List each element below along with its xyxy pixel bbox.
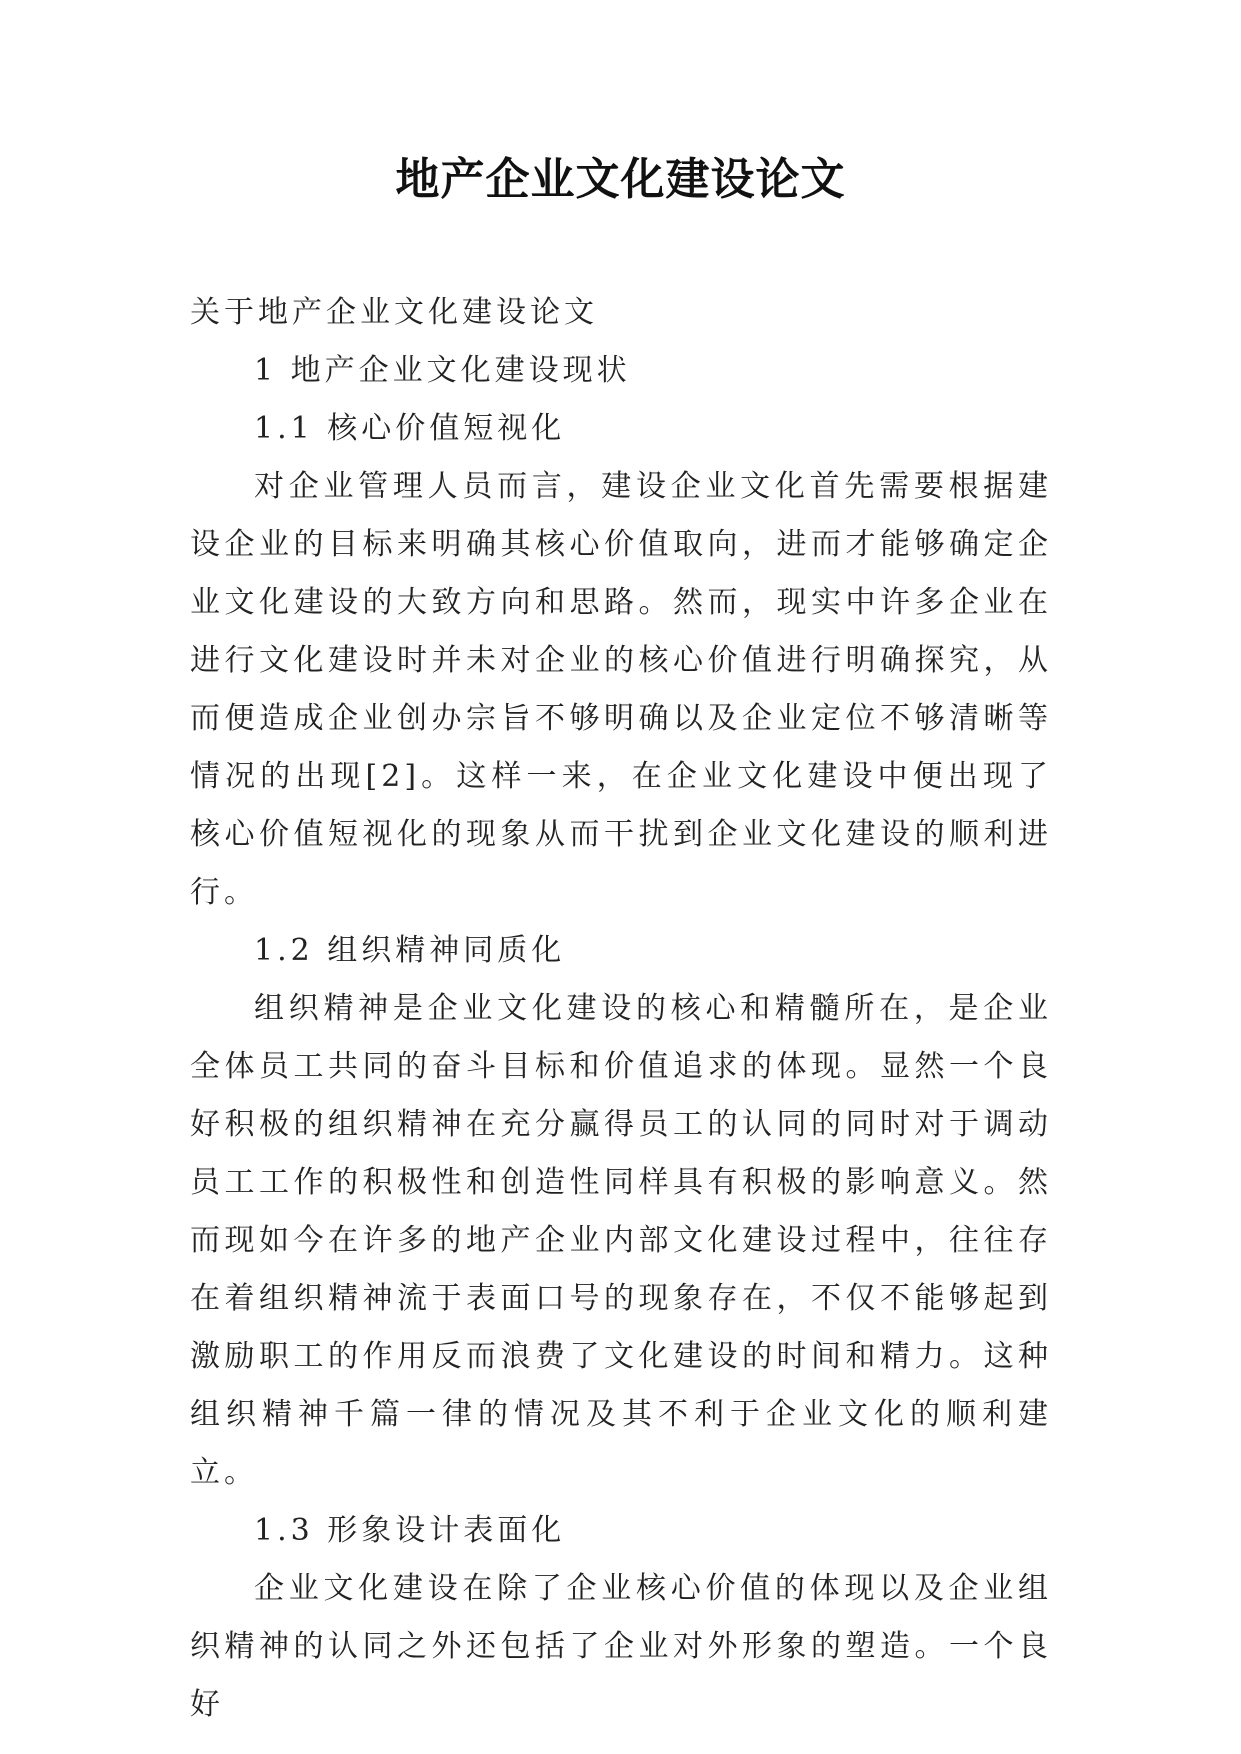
body-paragraph-1-2: 组织精神是企业文化建设的核心和精髓所在，是企业全体员工共同的奋斗目标和价值追求的体现。显然一个良好积极的组织精神在充分赢得员工的认同的同时对于调动员工工作的积极性和创造性同样具有积极的影响意义。然而现如今在许多的地产企业内部文化建设过程中，往往存在着组织精神流于表面口号的现象存在，不仅不能够起到激励职工的作用反而浪费了文化建设的时间和精力。这种组织精神千篇一律的情况及其不利于企业文化的顺利建立。 [190,991,1052,1490]
subsection-heading-1-1: 1.1 核心价值短视化 [254,411,566,446]
section-heading-1: 1 地产企业文化建设现状 [254,353,631,388]
body-paragraph-1-1: 对企业管理人员而言，建设企业文化首先需要根据建设企业的目标来明确其核心价值取向，进而才能够确定企业文化建设的大致方向和思路。然而，现实中许多企业在进行文化建设时并未对企业的核心价值进行明确探究，从而便造成企业创办宗旨不够明确以及企业定位不够清晰等情况的出现[2]。这样一来，在企业文化建设中便出现了核心价值短视化的现象从而干扰到企业文化建设的顺利进行。 [190,469,1052,910]
document-body [190,284,1052,1734]
subsection-heading-1-2: 1.2 组织精神同质化 [254,933,566,968]
document-title: 地产企业文化建设论文 [395,154,846,205]
subsection-heading-1-3: 1.3 形象设计表面化 [254,1513,566,1548]
body-paragraph-1-3: 企业文化建设在除了企业核心价值的体现以及企业组织精神的认同之外还包括了企业对外形象的塑造。一个良好 [190,1571,1052,1722]
intro-line: 关于地产企业文化建设论文 [190,295,598,330]
